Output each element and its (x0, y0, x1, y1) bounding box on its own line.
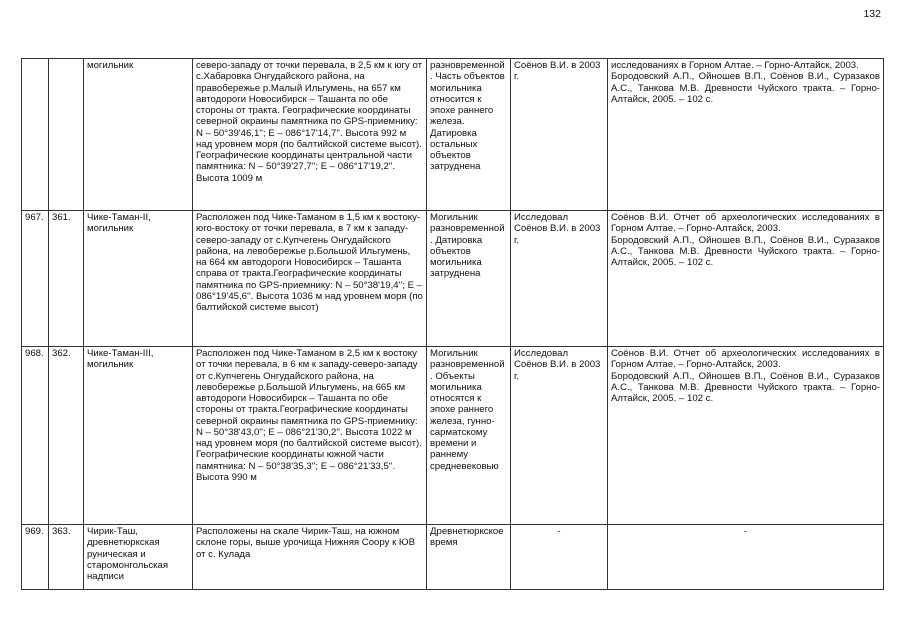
cell-number: 967. (22, 211, 49, 347)
cell-researcher: Соёнов В.И. в 2003 г. (511, 59, 608, 211)
cell-location: Расположены на скале Чирик-Таш, на южном склоне горы, выше урочища Нижняя Соору к ЮВ от с. Кулада (193, 525, 427, 590)
table-row (22, 525, 884, 590)
cell-site-name: Чике-Таман-III, могильник (84, 347, 193, 525)
cell-dating: Могильник разновременной. Датировка объектов могильника затруднена (427, 211, 511, 347)
cell-researcher: - (511, 525, 608, 590)
cell-subnumber (49, 59, 84, 211)
cell-subnumber: 362. (49, 347, 84, 525)
table-row (22, 211, 884, 347)
cell-dating: разновременной. Часть объектов могильника относится к эпохе раннего железа. Датировка остальных объектов затруднена (427, 59, 511, 211)
cell-number (22, 59, 49, 211)
cell-location: Расположен под Чике-Таманом в 1,5 км к востоку-юго-востоку от точки перевала, в 7 км к западу-северо-западу от с.Купчегень Онгудайского района, на левобережье р.Большой Ильгумень, на 664 км автодороги Новосибирск – Ташанта справа от тракта.Географические координаты памятника по GPS-приемнику: N – 50°38'19,4''; Е – 086°19'45,6''. Высота 1036 м над уровнем моря (по балтийской системе высот) (193, 211, 427, 347)
cell-sources: Соёнов В.И. Отчет об археологических исследованиях в Горном Алтае. – Горно-Алтайск, 2003. Бородовский А.П., Ойношев В.П., Соёнов В.И., Суразаков А.С., Танкова М.В. Древности Чуйского тракта. – Горно-Алтайск, 2005. – 102 с. (608, 347, 884, 525)
cell-subnumber: 363. (49, 525, 84, 590)
cell-number: 968. (22, 347, 49, 525)
cell-sources: исследованиях в Горном Алтае. – Горно-Алтайск, 2003. Бородовский А.П., Ойношев В.П., Соёнов В.И., Суразаков А.С., Танкова М.В. Древности Чуйского тракта. – Горно-Алтайск, 2005. – 102 с. (608, 59, 884, 211)
cell-researcher: Исследовал Соёнов В.И. в 2003 г. (511, 211, 608, 347)
page-number: 132 (863, 8, 881, 20)
cell-site-name: Чирик-Таш, древнетюркская руническая и старомонгольская надписи (84, 525, 193, 590)
cell-sources: - (608, 525, 884, 590)
cell-location: Расположен под Чике-Таманом в 2,5 км к востоку от точки перевала, в 6 км к западу-северо-западу от с.Купчегень Онгудайского района, на левобережье р.Большой Ильгумень, на 665 км автодороги Новосибирск – Ташанта по обе стороны от тракта.Географические координаты северной окраины памятника по GPS-приемнику: N – 50°38'43,0''; Е – 086°21'30,2''. Высота 1022 м над уровнем моря (по балтийской системе высот). Географические координаты южной части памятника: N – 50°38'35,3''; Е – 086°21'33,5''. Высота 990 м (193, 347, 427, 525)
table-row (22, 347, 884, 525)
cell-dating: Могильник разновременной. Объекты могильника относятся к эпохе раннего железа, гунно-сарматскому времени и раннему средневековью (427, 347, 511, 525)
cell-subnumber: 361. (49, 211, 84, 347)
cell-sources: Соёнов В.И. Отчет об археологических исследованиях в Горном Алтае. – Горно-Алтайск, 2003. Бородовский А.П., Ойношев В.П., Соёнов В.И., Суразаков А.С., Танкова М.В. Древности Чуйского тракта. – Горно-Алтайск, 2005. – 102 с. (608, 211, 884, 347)
cell-dating: Древнетюркское время (427, 525, 511, 590)
cell-site-name: могильник (84, 59, 193, 211)
cell-number: 969. (22, 525, 49, 590)
table-row (22, 59, 884, 211)
cell-researcher: Исследовал Соёнов В.И. в 2003 г. (511, 347, 608, 525)
cell-site-name: Чике-Таман-II, могильник (84, 211, 193, 347)
monuments-table (21, 58, 884, 590)
cell-location: северо-западу от точки перевала, в 2,5 км к югу от с.Хабаровка Онгудайского района, на правобережье р.Малый Ильгумень, на 657 км автодороги Новосибирск – Ташанта по обе стороны от тракта. Географические координаты северной окраины памятника по GPS-приемнику: N – 50°39'46,1''; Е – 086°17'14,7''. Высота 992 м над уровнем моря (по балтийской системе высот). Географические координаты центральной части памятника: N – 50°39'27,7''; Е – 086°17'19,2''. Высота 1009 м (193, 59, 427, 211)
